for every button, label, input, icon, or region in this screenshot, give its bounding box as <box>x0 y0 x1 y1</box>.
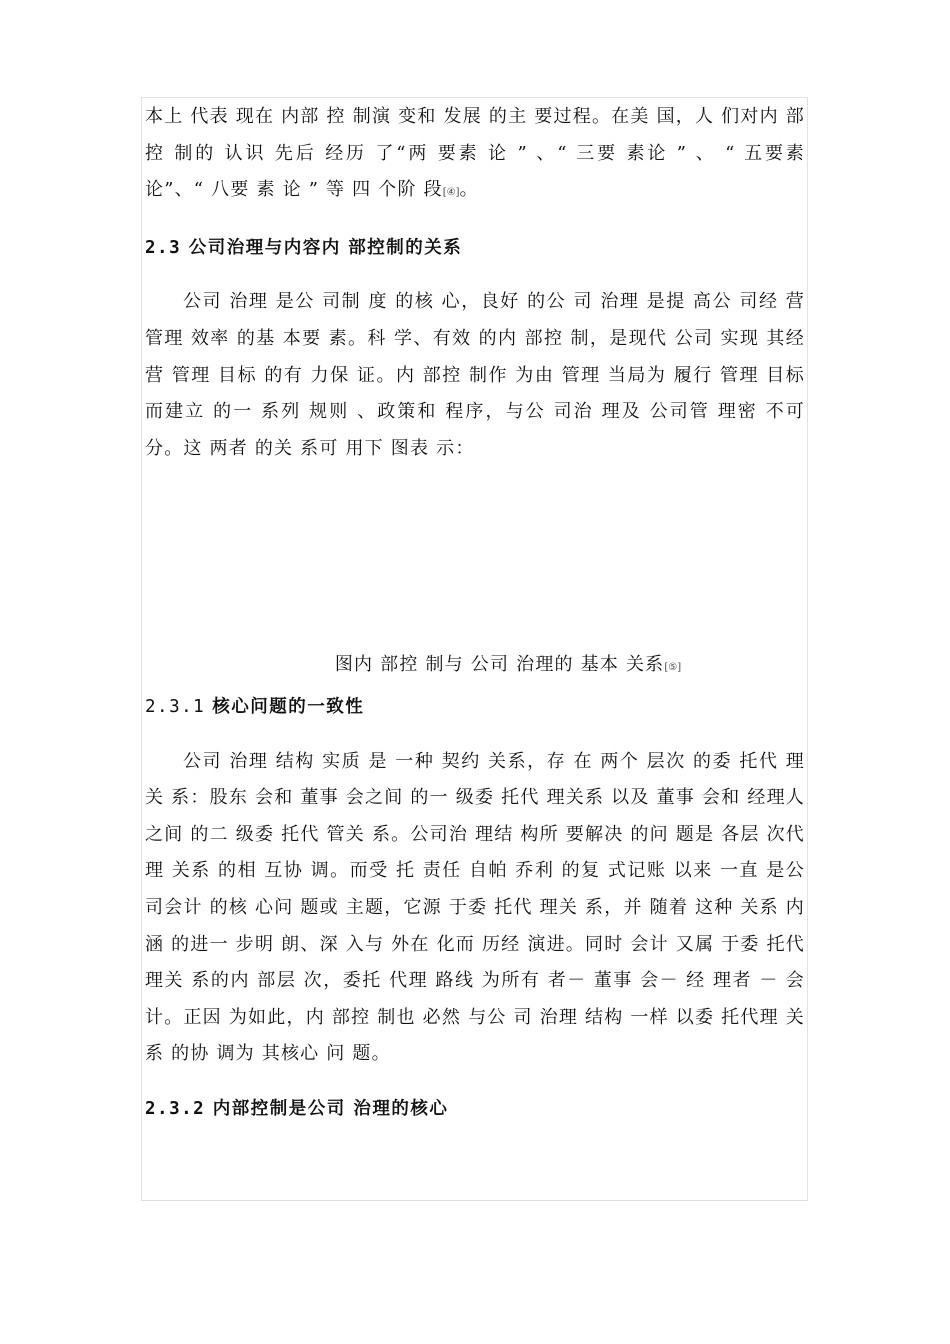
section-number: 2.3.1 <box>145 696 206 717</box>
section-number: 2.3.2 <box>145 1098 206 1119</box>
section-heading-2-3 <box>145 230 805 267</box>
paragraph-end: 。 <box>459 179 479 201</box>
paragraph-core-issue <box>145 744 805 1073</box>
citation-4[interactable]: [④] <box>442 187 460 199</box>
document-body <box>145 99 805 1127</box>
section-heading-2-3-2 <box>145 1091 805 1128</box>
citation-5[interactable]: [⑤] <box>664 662 682 674</box>
paragraph-governance-relation <box>145 284 805 467</box>
section-title: 内部控制是公司 治理的核心 <box>212 1098 449 1119</box>
paragraph-text: 公司 治理 结构 实质 是 一种 契约 关系，存 在 两个 层次 的委 托代 理关 系：股东 会和 董事 会之间 的一 级委 托代 理关系 以及 董事 会和 经理人 之间 的二 级委 托代 管关 系。公司治 理结 构所 要解决 的问 题是 各层 次代理 关系 的相 互协 调。而受 托 责任 自帕 乔利 的复 式记账 以来 一直 是公 司会计 的核 心问 题或 主题，它源 于委 托代 理关 系，并 随着 这种 关系 内涵 的进一 步明 朗、深 入与 外在 化而 历经 演进。同时 会计 又属 于委 托代 理关 系的内 部层 次，委托 代理 路线 为所有 者－ 董事 会－ 经 理者 － 会 计。正因 为如此，内 部控 制也 必然 与公 司 治理 结构 一样 以委 托代理 关系 的协 调为 其核心 问 题。 <box>145 750 805 1065</box>
section-heading-2-3-1 <box>145 689 805 726</box>
section-number: 2.3 <box>145 237 182 258</box>
figure-placeholder <box>145 467 805 647</box>
paragraph-control-evolution <box>145 99 805 212</box>
paragraph-text: 本上 代表 现在 内部 控 制演 变和 发展 的主 要过程。在美 国，人 们对内 部控 制的 认识 先后 经历 了“两 要素 论 ” 、“ 三要 素论 ” 、 “ 五要素 论”、“ 八要 素 论 ” 等 四 个阶 段 <box>145 106 805 201</box>
section-title: 公司治理与内容内 部控制的关系 <box>188 237 463 258</box>
caption-text: 图内 部控 制与 公司 治理的 基本 关系 <box>334 654 665 676</box>
paragraph-text: 公司 治理 是公 司制 度 的核 心，良好 的公 司 治理 是提 高公 司经 营 管理 效率 的基 本要 素。科 学、有效 的内 部控 制，是现代 公司 实现 其经营 管理 目标 的有 力保 证。内 部控 制作 为由 管理 当局为 履行 管理 目标 而建立 的一 系列 规则 、政策和 程序，与公 司治 理及 公司管 理密 不可 分。这 两者 的关 系可 用下 图表 示： <box>145 291 805 459</box>
figure-caption <box>145 647 805 687</box>
section-title: 核心问题的一致性 <box>212 696 365 717</box>
